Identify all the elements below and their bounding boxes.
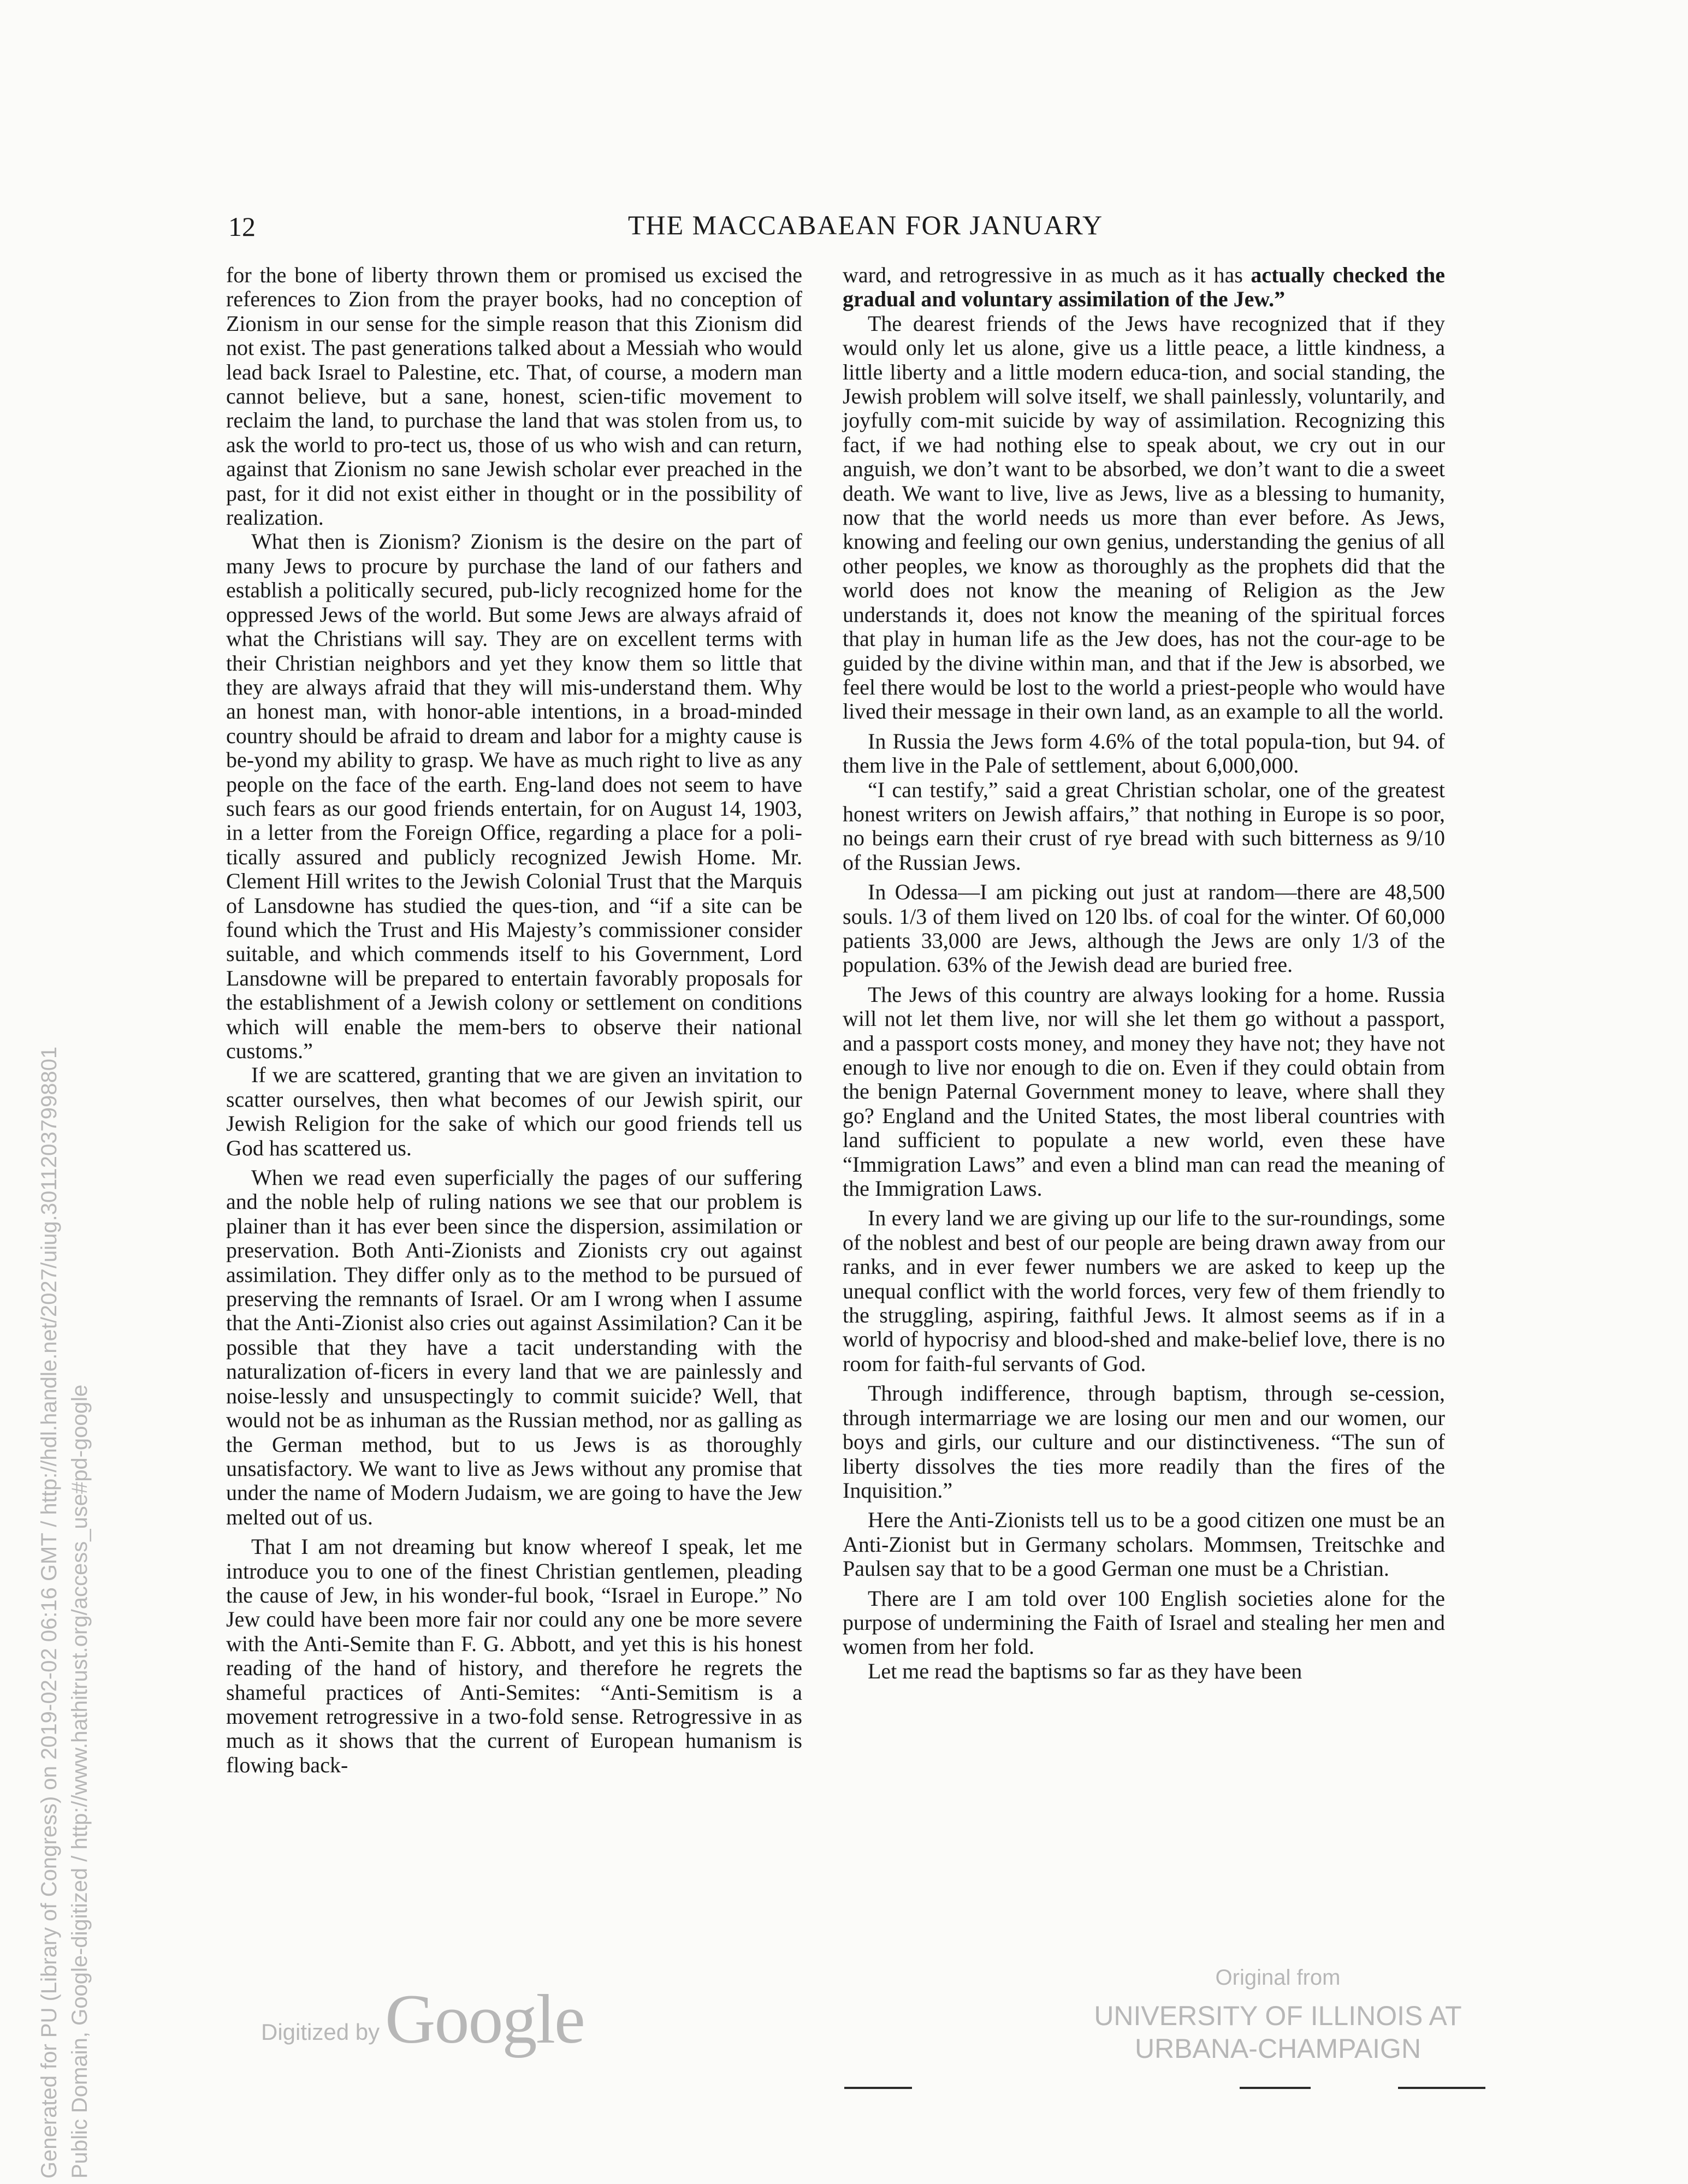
paragraph: The dearest friends of the Jews have recognized that if they would only let us alone, give us a little peace, a little kindness, a little liberty and a little modern educa-tion, and social standing, the Jewish problem will solve itself, we shall painlessly, voluntarily, and joyfully com-mit suicide by way of assimilation. Recognizing this fact, if we had nothing else to speak about, we cry out in our anguish, we don’t want to be absorbed, we don’t want to die a sweet death. We want to live, live as Jews, live as a blessing to humanity, now that the world needs us more than ever before. As Jews, knowing and feeling our own genius, understanding the genius of all other peoples, we know as thoroughly as the prophets did that the world does not know the meaning of Religion as the Jew understands it, does not know the meaning of the spiritual forces that play in human life as the Jew does, has not the cour-age to be guided by the divine within man, and that if the Jew is absorbed, we feel there would be lost to the world a priest-people who would have lived their message in their own land, as an example to all the world. xyxy=(843,311,1445,724)
footer-rule xyxy=(1398,2087,1485,2089)
footer-rule xyxy=(844,2087,912,2089)
footer-rule xyxy=(1240,2087,1311,2089)
paragraph xyxy=(843,263,1445,312)
university-line-1: UNIVERSITY OF ILLINOIS AT xyxy=(1094,2001,1462,2031)
paragraph: In every land we are giving up our life to the sur-roundings, some of the noblest and best of our people are being drawn away from our ranks, and in ever fewer numbers we are asked to keep up the unequal conflict with the world forces, very few of them friendly to the struggling, aspiring, faithful Jews. It almost seems as if in a world of hypocrisy and blood-shed and make-belief love, there is no room for faith-ful servants of God. xyxy=(843,1206,1445,1376)
intro-bold-text: actually checked the gradual and voluntary assimilation of the Jew.” xyxy=(843,263,1446,312)
paragraph: When we read even superficially the pages of our suffering and the noble help of ruling nations we see that our problem is plainer than it has ever been since the dispersion, assimilation or preservation. Both Anti-Zionists and Zionists cry out against assimilation. They differ only as to the method to be pursued of preserving the remnants of Israel. Or am I wrong when I assume that the Anti-Zionist also cries out against Assimilation? Can it be possible that they have a tacit understanding with the naturalization of-ficers in every land that we are painlessly and noise-lessly and unsuspectingly to commit suicide? Well, that would not be as inhuman as the Russian method, nor as galling as the German method, but to us Jews is as thoroughly unsatisfactory. We want to live as Jews without any promise that under the name of Modern Judaism, we are going to have the Jew melted out of us. xyxy=(226,1165,802,1529)
page-number: 12 xyxy=(228,211,256,242)
paragraph: Through indifference, through baptism, through se-cession, through intermarriage we are losing our men and our women, our boys and girls, our culture and our distinctiveness. “The sun of liberty dissolves the ties more readily than the fires of the Inquisition.” xyxy=(843,1381,1445,1503)
paragraph: The Jews of this country are always looking for a home. Russia will not let them live, nor will she let them go without a passport, and a passport costs money, and money they have not; they have not enough to live nor enough to die on. Even if they could obtain from the benign Paternal Government money to leave, where shall they go? England and the United States, the most liberal countries with land sufficient to populate a new world, even these have “Immigration Laws” and even a blind man can read the meaning of the Immigration Laws. xyxy=(843,982,1445,1201)
intro-text: ward, and retrogressive in as much as it has xyxy=(843,263,1251,287)
google-logo: Google xyxy=(385,1980,584,2058)
paragraph: If we are scattered, granting that we are given an invitation to scatter ourselves, then what becomes of our Jewish spirit, our Jewish Religion for the sake of which our good friends tell us God has scattered us. xyxy=(226,1063,802,1160)
left-column xyxy=(226,263,802,1777)
digitized-by-label: Digitized by xyxy=(261,2019,380,2045)
watermark-line-1: Generated for PU (Library of Congress) on 2019-02-02 06:16 GMT / http://hdl.handle.net/2027/uiug.30112037998801 xyxy=(37,1046,61,2179)
paragraph: There are I am told over 100 English societies alone for the purpose of undermining the Faith of Israel and stealing her men and women from her fold. xyxy=(843,1586,1445,1659)
right-column xyxy=(843,263,1445,1683)
running-title: THE MACCABAEAN FOR JANUARY xyxy=(627,210,1104,240)
paragraph: In Russia the Jews form 4.6% of the total popula-tion, but 94. of them live in the Pale of settlement, about 6,000,000. xyxy=(843,728,1445,778)
university-line-2: URBANA-CHAMPAIGN xyxy=(1134,2033,1422,2064)
paragraph: Let me read the baptisms so far as they have been xyxy=(868,1658,1302,1683)
paragraph: “I can testify,” said a great Christian scholar, one of the greatest honest writers on Jewish affairs,” that nothing in Europe is so poor, no beings earn their crust of rye bread with such bitterness as 9/10 of the Russian Jews. xyxy=(843,777,1445,875)
original-from-label: Original from xyxy=(1215,1966,1341,1990)
watermark-line-2: Public Domain, Google-digitized / http://www.hathitrust.org/access_use#pd-google xyxy=(68,1384,92,2179)
paragraph: Here the Anti-Zionists tell us to be a good citizen one must be an Anti-Zionist but in Germany scholars. Mommsen, Treitschke and Paulsen say that to be a good German one must be a Christian. xyxy=(843,1508,1445,1581)
side-watermark xyxy=(34,1047,95,2179)
university-label xyxy=(1070,1999,1485,2065)
paragraph: That I am not dreaming but know whereof I speak, let me introduce you to one of the finest Christian gentlemen, pleading the cause of Jew, in his wonder-ful book, “Israel in Europe.” No Jew could have been more fair nor could any one be more severe with the Anti-Semite than F. G. Abbott, and yet this is his honest reading of the hand of history, and therefore he regrets the shameful practices of Anti-Semites: “Anti-Semitism is a movement retrogressive in a two-fold sense. Retrogressive in as much as it shows that the current of European humanism is flowing back- xyxy=(226,1534,802,1777)
paragraph: In Odessa—I am picking out just at random—there are 48,500 souls. 1/3 of them lived on 120 lbs. of coal for the winter. Of 60,000 patients 33,000 are Jews, although the Jews are only 1/3 of the population. 63% of the Jewish dead are buried free. xyxy=(843,880,1445,977)
paragraph: What then is Zionism? Zionism is the desire on the part of many Jews to procure by purchase the land of our fathers and establish a politically secured, pub-licly recognized home for the oppressed Jews of the world. But some Jews are always afraid of what the Christians will say. They are on excellent terms with their Christian neighbors and yet they know them so little that they are always afraid that they will mis-understand them. Why an honest man, with honor-able intentions, in a broad-minded country should be afraid to dream and labor for a mighty cause is be-yond my ability to grasp. We have as much right to live as any people on the face of the earth. Eng-land does not seem to have such fears as our good friends entertain, for on August 14, 1903, in a letter from the Foreign Office, regarding a place for a poli-tically assured and publicly recognized Jewish Home. Mr. Clement Hill writes to the Jewish Colonial Trust that the Marquis of Lansdowne has studied the ques-tion, and “if a site can be found which the Trust and His Majesty’s commissioner consider suitable, and which commends itself to his Government, Lord Lansdowne will be prepared to entertain favorably proposals for the establishment of a Jewish colony or settlement on conditions which will enable the mem-bers to observe their national customs.” xyxy=(226,529,802,1063)
paragraph: for the bone of liberty thrown them or promised us excised the references to Zion from the prayer books, had no conception of Zionism in our sense for the simple reason that this Zionism did not exist. The past generations talked about a Messiah who would lead back Israel to Palestine, etc. That, of course, a modern man cannot believe, but a sane, honest, scien-tific movement to reclaim the land, to purchase the land that was stolen from us, to ask the world to pro-tect us, those of us who wish and can return, against that Zionism no sane Jewish scholar ever preached in the past, for it did not exist either in thought or in the possibility of realization. xyxy=(226,263,802,530)
